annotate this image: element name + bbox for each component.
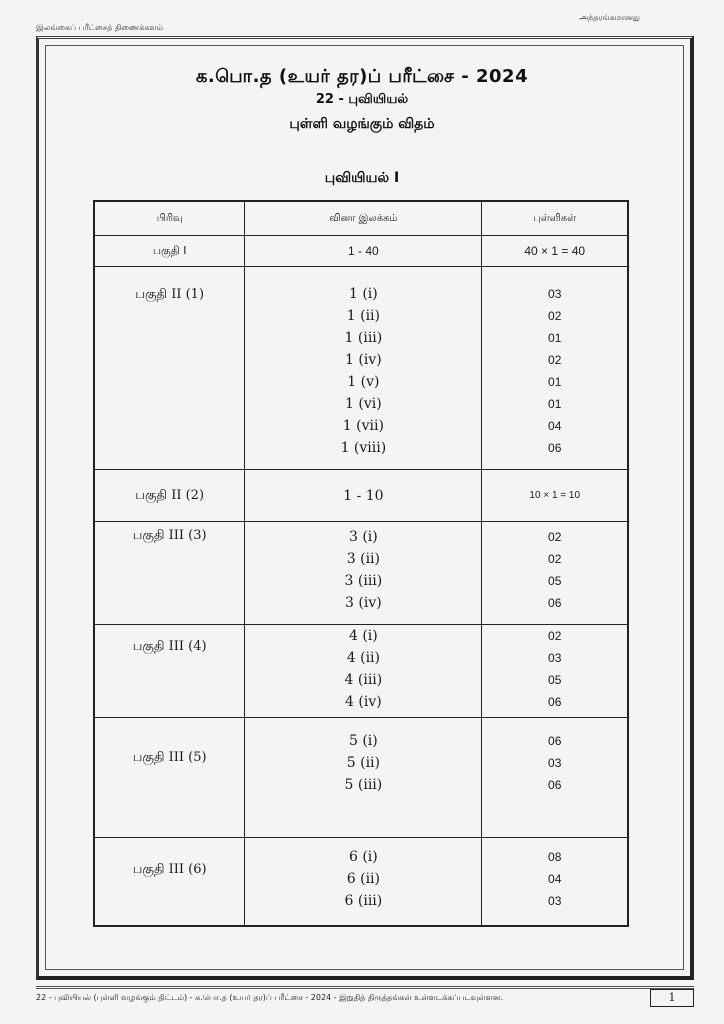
question-item: 3 (ii) [346,551,380,567]
marks-item: 03 [548,287,562,301]
question-item: 1 (vi) [345,396,382,412]
marks-item: 06 [548,441,562,455]
marks-cell [482,625,628,718]
col-header-section: பிரிவு [94,201,245,236]
question-cell: 1 - 40 [245,236,482,267]
scheme-title: புள்ளி வழங்கும் விதம் [289,116,435,132]
marks-item: 01 [548,397,562,411]
marks-item: 01 [548,375,562,389]
marks-item: 05 [548,673,562,687]
subject-title: 22 - புவியியல் [315,92,409,107]
question-item: 3 (iii) [344,573,383,589]
question-cell [245,522,482,625]
question-item: 1 (iv) [345,352,382,368]
question-item: 1 (viii) [340,440,387,456]
question-cell [245,267,482,470]
question-item: 5 (i) [348,733,378,749]
question-item: 4 (ii) [346,650,380,666]
marks-item: 03 [548,894,562,908]
marks-cell [482,838,628,926]
section-cell: பகுதி II (1) [94,267,245,470]
question-cell: 1 - 10 [245,470,482,522]
marks-item: 03 [548,651,562,665]
question-item: 1 (i) [348,286,378,302]
question-item: 1 (ii) [346,308,380,324]
marks-cell: 10 × 1 = 10 [482,470,628,522]
question-item: 4 (iii) [344,672,383,688]
marks-cell [482,267,628,470]
question-cell [245,718,482,838]
section-cell: பகுதி III (3) [94,522,245,625]
header-department: இலங்கைப் பரீட்சைத் திணைக்களம் [36,23,164,32]
question-item: 5 (ii) [346,755,380,771]
table-row [94,522,628,625]
marks-item: 04 [548,872,562,886]
table-row [94,838,628,926]
section-cell: பகுதி III (5) [94,718,245,838]
table-row [94,718,628,838]
marking-table [93,200,629,927]
marks-item: 06 [548,734,562,748]
marks-item: 08 [548,850,562,864]
marks-item: 02 [548,552,562,566]
col-header-question: வினா இலக்கம் [245,201,482,236]
marks-cell: 40 × 1 = 40 [482,236,628,267]
table-header-row [94,201,628,236]
question-cell [245,625,482,718]
question-item: 1 (iii) [344,330,383,346]
header-confidential: அந்தரங்கமானது [579,13,640,22]
question-item: 6 (iii) [344,893,383,909]
marks-item: 04 [548,419,562,433]
question-item: 4 (iv) [345,694,382,710]
question-item: 3 (i) [348,529,378,545]
col-header-marks: புள்ளிகள் [482,201,628,236]
question-item: 1 (v) [347,374,380,390]
table-row [94,236,628,267]
marks-item: 01 [548,331,562,345]
paper-title: புவியியல் I [324,170,400,186]
section-cell: பகுதி II (2) [94,470,245,522]
marks-item: 05 [548,574,562,588]
marks-cell [482,522,628,625]
page-number: 1 [650,989,694,1007]
exam-title: க.பொ.த (உயர் தர)ப் பரீட்சை - 2024 [195,66,529,87]
marks-item: 06 [548,695,562,709]
question-item: 6 (i) [348,849,378,865]
question-item: 1 (vii) [342,418,384,434]
question-item: 4 (i) [348,628,378,644]
marks-item: 03 [548,756,562,770]
marks-item: 02 [548,353,562,367]
section-cell: பகுதி I [94,236,245,267]
question-item: 6 (ii) [346,871,380,887]
section-cell: பகுதி III (6) [94,838,245,926]
marks-item: 02 [548,629,562,643]
marks-item: 06 [548,778,562,792]
section-cell: பகுதி III (4) [94,625,245,718]
question-item: 3 (iv) [345,595,382,611]
marks-item: 02 [548,309,562,323]
question-cell [245,838,482,926]
footer-divider [36,986,694,989]
marks-item: 02 [548,530,562,544]
table-row [94,470,628,522]
table-row [94,267,628,470]
footer-text: 22 - புவியியல் (புள்ளி வழங்கும் திட்டம்) - க.பொ.த (உயர் தர)ப் பரீட்சை - 2024 - இறுதித் திருத்தங்கள் உள்ளடக்கப்படவுள்ளன. [36,993,504,1002]
marks-cell [482,718,628,838]
question-item: 5 (iii) [344,777,383,793]
table-row [94,625,628,718]
marks-item: 06 [548,596,562,610]
